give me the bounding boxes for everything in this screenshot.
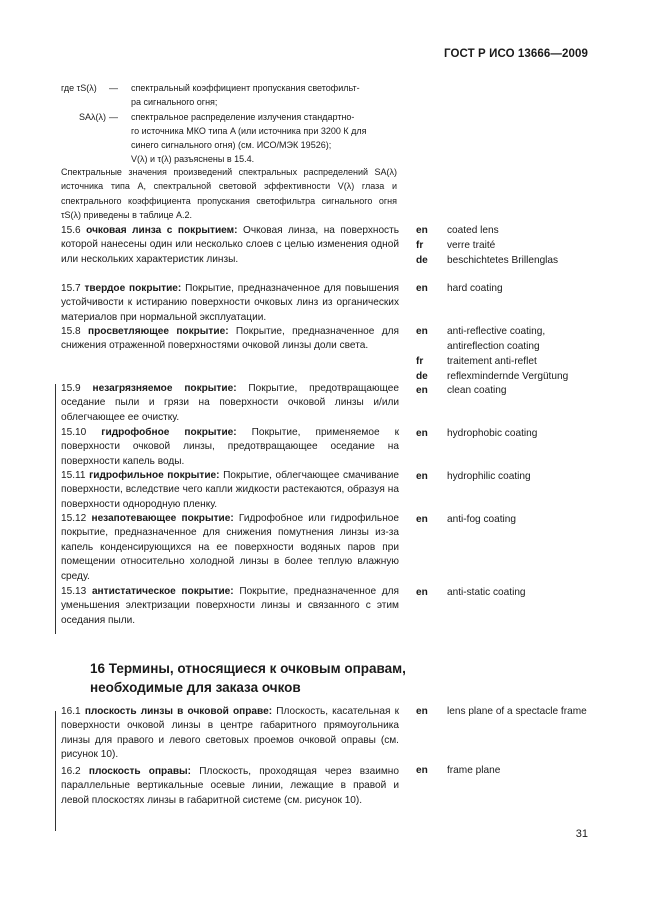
legend-text: го источника МКО типа A (или источника при 3200 К для: [131, 126, 367, 136]
legend-dash: —: [109, 83, 118, 93]
language-code: en: [416, 471, 428, 482]
language-line: [416, 239, 616, 254]
term-number: 16.1: [61, 706, 81, 717]
foreign-term: coated lens: [447, 225, 499, 236]
term-definition: Покрытие, предназначенное для уменьшения электризации поверхности линзы и связанного с этим оседания пыли.: [61, 586, 399, 626]
foreign-term: beschichtetes Brillenglas: [447, 255, 559, 266]
language-code: de: [416, 255, 428, 266]
language-code: en: [416, 514, 428, 525]
language-code: en: [416, 326, 428, 337]
foreign-term: hydrophobic coating: [447, 428, 538, 439]
term-entry-15-8: [61, 325, 399, 354]
term-definition: Очковая линза, на поверхность которой нанесены один или несколько слоев с целью изменения одной или нескольких характеристик линзы.: [61, 225, 399, 265]
foreign-term: anti-reflective coating,: [447, 326, 546, 337]
language-line: [416, 470, 616, 485]
language-line: [416, 384, 616, 399]
foreign-term: lens plane of a spectacle frame: [447, 706, 587, 717]
language-line: [416, 370, 616, 385]
language-line: [416, 764, 616, 779]
term-definition: Покрытие, облегчающее смачивание поверхности, вследствие чего капли жидкости растекаются, образуя на поверхности однородную пленку.: [61, 470, 399, 510]
term-number: 15.11: [61, 470, 86, 481]
term-definition: Покрытие, применяемое к поверхности очковой линзы, предотвращающее оседание на поверхности капель воды.: [61, 427, 399, 467]
term-entry-16-2: [61, 765, 399, 808]
term-number: 16.2: [61, 766, 81, 777]
term-definition: Гидрофобное или гидрофильное покрытие, предназначенное для снижения помутнения линзы из-за капель конденсирующихся на ее поверхности водяных паров при помещении относительно холодной линзы в более теплую влажную среду.: [61, 513, 399, 582]
legend-text: спектральное распределение излучения стандартно-: [131, 112, 355, 122]
language-code: en: [416, 765, 428, 776]
term-number: 15.10: [61, 427, 87, 438]
change-bar: [55, 384, 56, 634]
term-name: твердое покрытие:: [84, 283, 182, 294]
term-definition: Покрытие, предотвращающее оседание пыли и грязи на поверхности очковой линзы и/или облегчающее ее очистку.: [61, 383, 399, 423]
legend-text: ра сигнального огня;: [131, 97, 218, 107]
legend-symbol: где τS(λ): [61, 83, 97, 93]
term-entry-15-12: [61, 512, 399, 584]
language-line: [416, 340, 616, 355]
term-entry-15-10: [61, 426, 399, 469]
term-name: незапотевающее покрытие:: [91, 513, 234, 524]
language-line: [416, 325, 616, 340]
term-number: 15.9: [61, 383, 81, 394]
language-line: [416, 355, 616, 370]
term-name: гидрофобное покрытие:: [101, 427, 237, 438]
language-code: fr: [416, 240, 424, 251]
term-entry-15-9: [61, 382, 399, 425]
language-code: en: [416, 385, 428, 396]
term-number: 15.6: [61, 225, 81, 236]
language-line: [416, 586, 616, 601]
page-number: 31: [575, 828, 588, 840]
term-name: антистатическое покрытие:: [91, 586, 234, 597]
language-line: [416, 224, 616, 239]
legend-dash: —: [109, 112, 118, 122]
language-code: en: [416, 225, 428, 236]
legend-text: V(λ) и τ(λ) разъяснены в 15.4.: [131, 154, 255, 164]
language-code: en: [416, 706, 428, 717]
term-name: просветляющее покрытие:: [88, 326, 229, 337]
language-line: [416, 513, 616, 528]
language-line: [416, 254, 616, 269]
foreign-term: clean coating: [447, 385, 507, 396]
foreign-term: frame plane: [447, 765, 501, 776]
foreign-term: hard coating: [447, 283, 503, 294]
term-entry-15-13: [61, 585, 399, 628]
term-entry-16-1: [61, 705, 399, 763]
term-name: незагрязняемое покрытие:: [92, 383, 237, 394]
language-line: [416, 427, 616, 442]
foreign-term: traitement anti-reflet: [447, 356, 537, 367]
term-entry-15-11: [61, 469, 399, 512]
term-name: плоскость оправы:: [88, 766, 192, 777]
term-name: очковая линза с покрытием:: [86, 225, 238, 236]
change-bar: [55, 711, 56, 831]
legend-text: синего сигнального огня) (см. ИСО/МЭК 19526);: [131, 140, 332, 150]
language-code: fr: [416, 356, 424, 367]
term-number: 15.13: [61, 586, 87, 597]
foreign-term: anti-fog coating: [447, 514, 517, 525]
term-definition: Плоскость, проходящая через взаимно параллельные вертикальные осевые линии, лежащие в правой и левой плоскостях линзы в габаритной системе (см. рисунок 10).: [61, 766, 399, 806]
foreign-term: verre traité: [447, 240, 496, 251]
section-16-title: 16 Термины, относящиеся к очковым оправам, необходимые для заказа очков: [90, 661, 406, 695]
legend-text: спектральный коэффициент пропускания светофильт-: [131, 83, 360, 93]
language-code: de: [416, 371, 428, 382]
term-entry-15-6: [61, 224, 399, 267]
document-code: ГОСТ Р ИСО 13666—2009: [443, 48, 588, 60]
language-code: en: [416, 587, 428, 598]
legend-symbol: SAλ(λ): [79, 112, 106, 122]
term-name: гидрофильное покрытие:: [89, 470, 220, 481]
language-code: en: [416, 428, 428, 439]
term-definition: Покрытие, предназначенное для снижения отраженной поверхностями очковой линзы доли света.: [61, 326, 399, 352]
term-definition: Покрытие, предназначенное для повышения устойчивости к истиранию поверхности очковых линз из органических материалов при нормальной эксплуатации.: [61, 283, 399, 323]
spectral-values-note: Спектральные значения произведений спектральных распределений SA(λ) источника типа A, спектральной световой эффективности V(λ) глаза и спектрального коэффициента пропускания светофильтра сигнального огня τS(λ) приведены в таблице А.2.: [61, 167, 397, 221]
foreign-term: hydrophilic coating: [447, 471, 531, 482]
language-code: en: [416, 283, 428, 294]
term-number: 15.7: [61, 283, 81, 294]
foreign-term: reflexmindernde Vergütung: [447, 371, 569, 382]
term-entry-15-7: [61, 282, 399, 325]
term-number: 15.12: [61, 513, 87, 524]
language-line: [416, 282, 616, 297]
foreign-term: antireflection coating: [447, 341, 540, 352]
term-definition: Плоскость, касательная к поверхности очковой линзы в центре габаритного прямоугольника линзы для правого и левого световых проемов очковой оправы (см. рисунок 10).: [61, 706, 400, 761]
foreign-term: anti-static coating: [447, 587, 526, 598]
language-line: [416, 705, 616, 720]
term-number: 15.8: [61, 326, 81, 337]
term-name: плоскость линзы в очковой оправе:: [84, 706, 273, 717]
